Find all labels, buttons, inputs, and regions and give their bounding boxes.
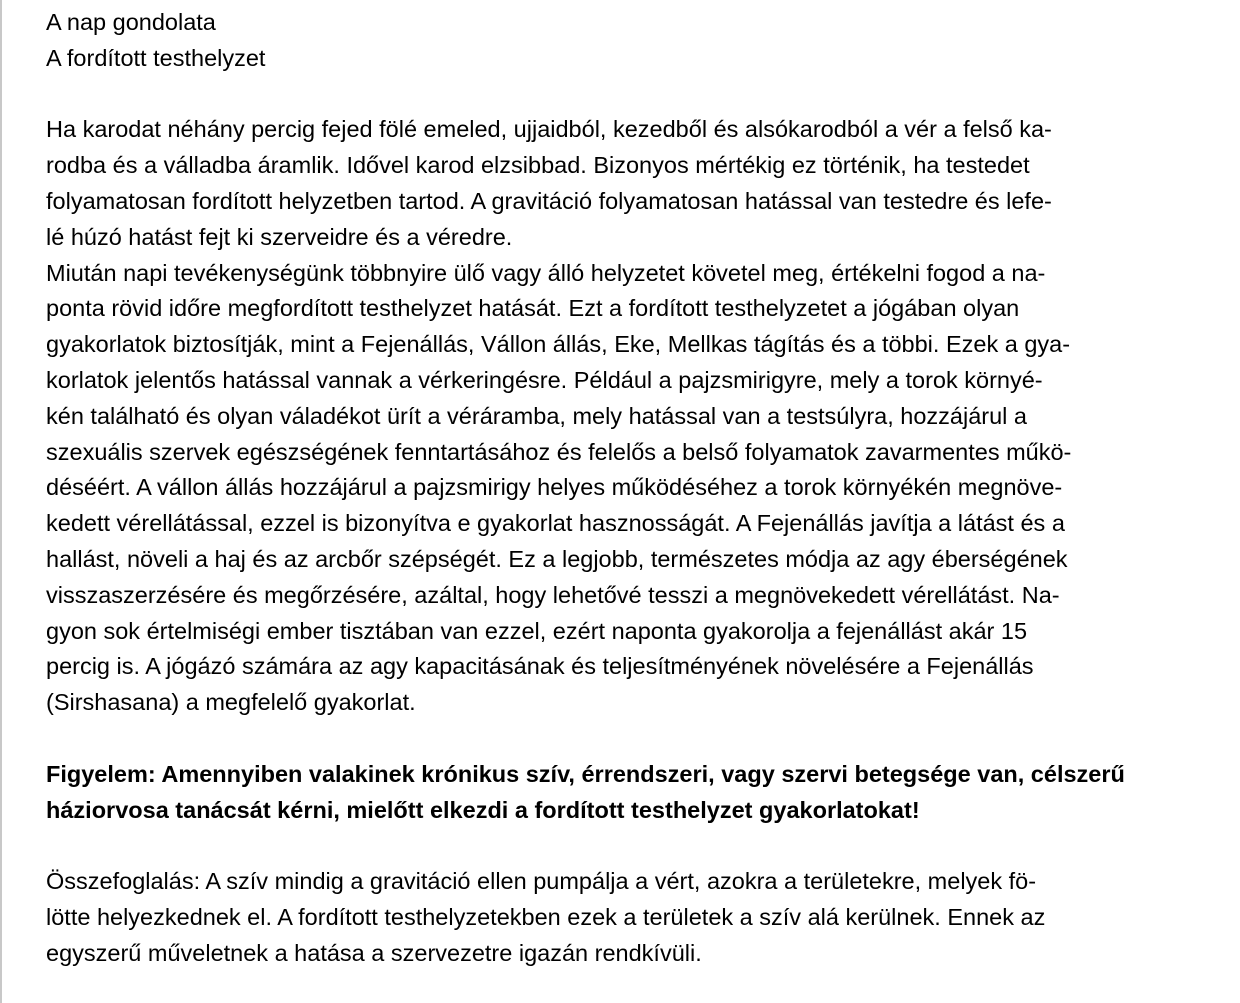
text-line: kedett vérellátással, ezzel is bizonyítva e gyakorlat hasznosságát. A Fejenállás javítja a látást és a xyxy=(46,510,1065,537)
text-line: Összefoglalás: A szív mindig a gravitáció ellen pumpálja a vért, azokra a területekre, melyek fö- xyxy=(46,868,1037,895)
warning-paragraph xyxy=(46,757,1206,829)
document-title: A nap gondolata xyxy=(46,9,216,35)
document-body xyxy=(46,5,1206,972)
spacer xyxy=(46,77,1206,113)
text-line: folyamatosan fordított helyzetben tartod. A gravitáció folyamatosan hatással van testedre és lefe- xyxy=(46,187,1052,214)
summary-paragraph xyxy=(46,864,1206,971)
text-line: ponta rövid időre megfordított testhelyzet hatását. Ezt a fordított testhelyzetet a jógában olyan xyxy=(46,295,1020,322)
page-left-border xyxy=(0,0,2,1003)
text-line: egyszerű műveletnek a hatása a szervezetre igazán rendkívüli. xyxy=(46,939,702,966)
text-line: hallást, növeli a haj és az arcbőr szépségét. Ez a legjobb, természetes módja az agy éberségének xyxy=(46,545,1068,572)
text-line: (Sirshasana) a megfelelő gyakorlat. xyxy=(46,689,416,716)
text-line: lötte helyezkednek el. A fordított testhelyzetekben ezek a területek a szív alá kerülnek. Ennek az xyxy=(46,903,1046,930)
spacer xyxy=(46,721,1206,757)
text-line: korlatok jelentős hatással vannak a vérkeringésre. Például a pajzsmirigyre, mely a torok környé- xyxy=(46,366,1043,393)
text-line: rodba és a válladba áramlik. Idővel karod elzsibbad. Bizonyos mértékig ez történik, ha testedet xyxy=(46,152,1030,179)
document-subtitle: A fordított testhelyzet xyxy=(46,44,266,71)
text-line: Ha karodat néhány percig fejed fölé emeled, ujjaidból, kezedből és alsókarodból a vér a felső ka- xyxy=(46,116,1052,143)
warning-line: háziorvosa tanácsát kérni, mielőtt elkezdi a fordított testhelyzet gyakorlatokat! xyxy=(46,796,920,823)
spacer xyxy=(46,828,1206,864)
text-line: percig is. A jógázó számára az agy kapacitásának és teljesítményének növelésére a Fejenállás xyxy=(46,653,1034,680)
text-line: déséért. A vállon állás hozzájárul a pajzsmirigy helyes működéséhez a torok környékén megnöve- xyxy=(46,474,1063,501)
text-line: Miután napi tevékenységünk többnyire ülő vagy álló helyzetet követel meg, értékelni fogod a na- xyxy=(46,259,1046,286)
text-line: visszaszerzésére és megőrzésére, azáltal, hogy lehetővé tesszi a megnövekedett vérellátást. Na- xyxy=(46,581,1060,608)
text-line: kén található és olyan váladékot ürít a véráramba, mely hatással van a testsúlyra, hozzájárul a xyxy=(46,402,1027,429)
paragraph-main xyxy=(46,256,1206,721)
text-line: gyon sok értelmiségi ember tisztában van ezzel, ezért naponta gyakorolja a fejenállást akár 15 xyxy=(46,617,1028,644)
paragraph-intro xyxy=(46,112,1206,255)
text-line: gyakorlatok biztosítják, mint a Fejenállás, Vállon állás, Eke, Mellkas tágítás és a többi. Ezek a gya- xyxy=(46,331,1071,358)
text-line: szexuális szervek egészségének fenntartásához és felelős a belső folyamatok zavarmentes műkö- xyxy=(46,438,1072,465)
text-line: lé húzó hatást fejt ki szerveidre és a véredre. xyxy=(46,223,513,250)
warning-line: Figyelem: Amennyiben valakinek krónikus szív, érrendszeri, vagy szervi betegsége van, célszerű xyxy=(46,760,1125,787)
